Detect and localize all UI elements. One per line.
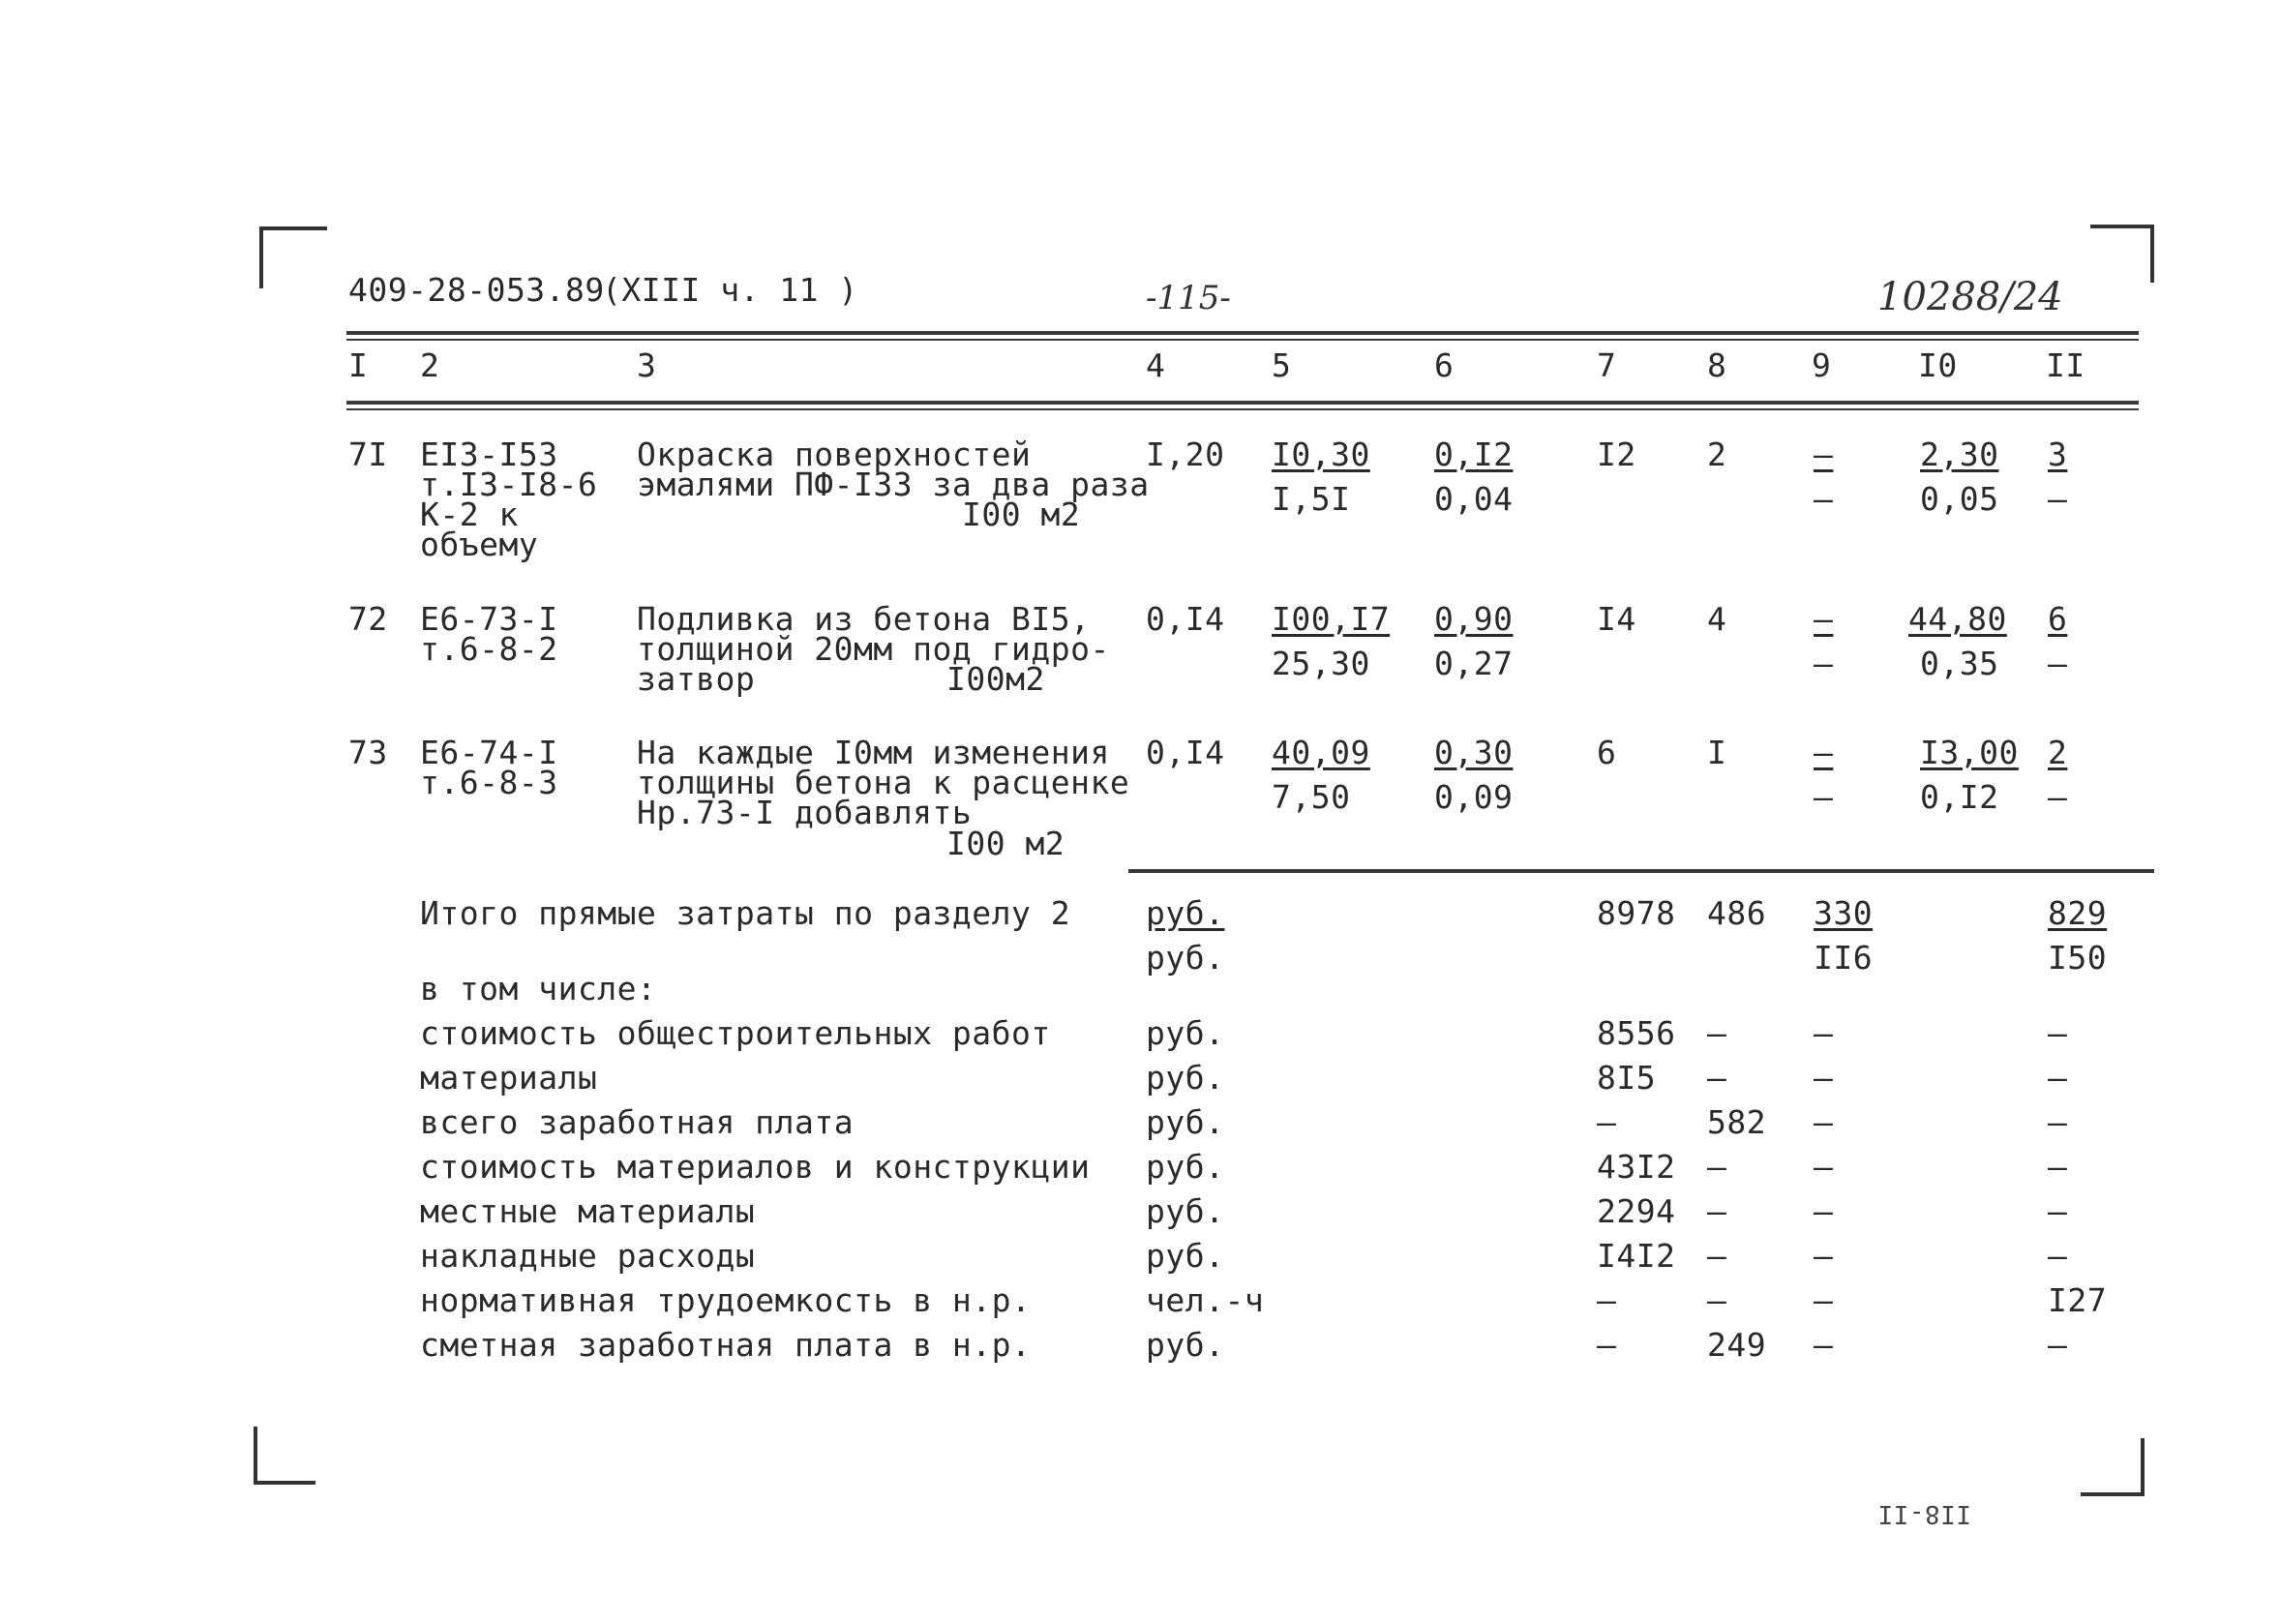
breakdown-col8: 249	[1707, 1326, 1767, 1364]
col10-sub-value: 0,I2	[1920, 778, 1999, 816]
corner-mark-bottom-left	[254, 1427, 315, 1485]
col9-value: –	[1814, 734, 1834, 771]
col11-value: 3	[2048, 436, 2068, 473]
col5-value: I00,I7	[1272, 600, 1391, 638]
breakdown-col9: –	[1814, 1059, 1834, 1097]
measure-unit: I00м2	[946, 660, 1045, 698]
col6-value: 0,30	[1434, 734, 1514, 771]
breakdown-label: стоимость материалов и конструкции	[420, 1148, 1091, 1186]
col9-sub-value: –	[1814, 480, 1834, 518]
breakdown-col11: –	[2048, 1014, 2068, 1052]
col6-value: 0,90	[1434, 600, 1514, 638]
col5-sub-value: I,5I	[1272, 480, 1351, 518]
col5-value: 40,09	[1272, 734, 1370, 771]
row-number: 7I	[348, 436, 388, 473]
breakdown-col11: –	[2048, 1192, 2068, 1230]
row-number: 73	[348, 734, 388, 771]
breakdown-label: сметная заработная плата в н.р.	[420, 1326, 1032, 1364]
col11-sub-value: –	[2048, 645, 2068, 682]
breakdown-col8: –	[1707, 1237, 1727, 1275]
breakdown-col7: 2294	[1597, 1192, 1676, 1230]
col6-sub-value: 0,27	[1434, 645, 1514, 682]
totals-col11-sub: I50	[2048, 939, 2108, 977]
column-number: 3	[637, 346, 657, 384]
breakdown-col8: 582	[1707, 1103, 1767, 1141]
col10-value: 2,30	[1920, 436, 1999, 473]
breakdown-unit: руб.	[1146, 1326, 1225, 1364]
header-rule-top-thin	[346, 339, 2139, 341]
column-number: 5	[1272, 346, 1292, 384]
col6-value: 0,I2	[1434, 436, 1514, 473]
col10-value: 44,80	[1908, 600, 2007, 638]
column-number: 7	[1597, 346, 1617, 384]
breakdown-col8: –	[1707, 1148, 1727, 1186]
breakdown-unit: руб.	[1146, 1192, 1225, 1230]
col7-value: I4	[1597, 600, 1636, 638]
breakdown-col7: 43I2	[1597, 1148, 1676, 1186]
header-rule-top	[346, 331, 2139, 335]
totals-col11: 829	[2048, 894, 2108, 932]
header-rule-bottom	[346, 401, 2139, 405]
col5-sub-value: 25,30	[1272, 645, 1370, 682]
breakdown-col7: –	[1597, 1281, 1617, 1319]
rate-code: E6-74-I т.6-8-3	[420, 734, 558, 801]
breakdown-label: нормативная трудоемкость в н.р.	[420, 1281, 1032, 1319]
column-number: 8	[1707, 346, 1727, 384]
corner-mark-top-left	[259, 226, 327, 288]
rate-code: E6-73-I т.6-8-2	[420, 600, 558, 668]
col10-sub-value: 0,05	[1920, 480, 1999, 518]
measure-unit: I00 м2	[962, 496, 1081, 533]
breakdown-col7: I4I2	[1597, 1237, 1676, 1275]
breakdown-col11: –	[2048, 1059, 2068, 1097]
breakdown-unit: руб.	[1146, 1059, 1225, 1097]
breakdown-col11: I27	[2048, 1281, 2108, 1319]
breakdown-col8: –	[1707, 1192, 1727, 1230]
breakdown-col7: 8556	[1597, 1014, 1676, 1052]
breakdown-col9: –	[1814, 1237, 1834, 1275]
col5-value: I0,30	[1272, 436, 1370, 473]
column-number: 6	[1434, 346, 1455, 384]
col5-sub-value: 7,50	[1272, 778, 1351, 816]
breakdown-label: всего заработная плата	[420, 1103, 855, 1141]
document-part: (XIII ч. 11 )	[602, 271, 858, 309]
col10-sub-value: 0,35	[1920, 645, 1999, 682]
breakdown-col9: –	[1814, 1103, 1834, 1141]
col11-sub-value: –	[2048, 480, 2068, 518]
col8-value: I	[1707, 734, 1727, 771]
breakdown-col7: 8I5	[1597, 1059, 1657, 1097]
breakdown-col9: –	[1814, 1281, 1834, 1319]
breakdown-label: накладные расходы	[420, 1237, 756, 1275]
document-code: 409-28-053.89	[348, 271, 605, 309]
breakdown-label: местные материалы	[420, 1192, 756, 1230]
col11-sub-value: –	[2048, 778, 2068, 816]
col7-value: 6	[1597, 734, 1617, 771]
column-number: II	[2046, 346, 2085, 384]
corner-mark-bottom-right	[2081, 1438, 2145, 1496]
corner-mark-top-right	[2090, 225, 2154, 283]
measure-unit: I00 м2	[946, 825, 1065, 862]
footer-stamp: II8-II	[1877, 1499, 1971, 1528]
including-label: в том числе:	[420, 970, 657, 1007]
col9-sub-value: –	[1814, 645, 1834, 682]
page-number: -115-	[1146, 279, 1231, 317]
col11-value: 2	[2048, 734, 2068, 771]
column-number: 2	[420, 346, 440, 384]
breakdown-unit: руб.	[1146, 1103, 1225, 1141]
totals-unit: руб.	[1146, 894, 1225, 932]
work-description: На каждые I0мм изменения толщины бетона к расценке Нр.73-I добавлять	[637, 734, 1130, 831]
breakdown-unit: руб.	[1146, 1237, 1225, 1275]
registration-number: 10288/24	[1877, 275, 2063, 319]
totals-label: Итого прямые затраты по разделу 2	[420, 894, 1071, 932]
col8-value: 2	[1707, 436, 1727, 473]
column-number: 4	[1146, 346, 1166, 384]
totals-rule	[1128, 869, 2154, 873]
quantity: 0,I4	[1146, 600, 1225, 638]
totals-col7: 8978	[1597, 894, 1676, 932]
header-rule-bottom-thin	[346, 408, 2139, 410]
breakdown-col7: –	[1597, 1326, 1617, 1364]
breakdown-col9: –	[1814, 1192, 1834, 1230]
breakdown-col9: –	[1814, 1326, 1834, 1364]
breakdown-col9: –	[1814, 1148, 1834, 1186]
totals-col9-sub: II6	[1814, 939, 1874, 977]
col9-value: –	[1814, 436, 1834, 473]
work-description: Подливка из бетона BI5, толщиной 20мм под гидро- затвор	[637, 600, 1110, 698]
col10-value: I3,00	[1920, 734, 2019, 771]
breakdown-col11: –	[2048, 1237, 2068, 1275]
work-description: Окраска поверхностей эмалями ПФ-I33 за два раза	[637, 436, 1150, 503]
col11-value: 6	[2048, 600, 2068, 638]
col9-sub-value: –	[1814, 778, 1834, 816]
breakdown-col9: –	[1814, 1014, 1834, 1052]
totals-col9: 330	[1814, 894, 1874, 932]
breakdown-unit: руб.	[1146, 1014, 1225, 1052]
breakdown-unit: руб.	[1146, 1148, 1225, 1186]
col6-sub-value: 0,04	[1434, 480, 1514, 518]
col8-value: 4	[1707, 600, 1727, 638]
column-number: I0	[1918, 346, 1958, 384]
totals-col8: 486	[1707, 894, 1767, 932]
totals-unit-sub: руб.	[1146, 939, 1225, 977]
col6-sub-value: 0,09	[1434, 778, 1514, 816]
breakdown-col11: –	[2048, 1148, 2068, 1186]
col9-value: –	[1814, 600, 1834, 638]
column-number: I	[348, 346, 369, 384]
breakdown-col8: –	[1707, 1059, 1727, 1097]
breakdown-unit: чел.-ч	[1146, 1281, 1265, 1319]
rate-code: EI3-I53 т.I3-I8-6 К-2 к объему	[420, 436, 598, 563]
column-number: 9	[1812, 346, 1832, 384]
breakdown-col11: –	[2048, 1326, 2068, 1364]
row-number: 72	[348, 600, 388, 638]
breakdown-col8: –	[1707, 1014, 1727, 1052]
breakdown-col7: –	[1597, 1103, 1617, 1141]
breakdown-label: материалы	[420, 1059, 598, 1097]
quantity: 0,I4	[1146, 734, 1225, 771]
breakdown-col8: –	[1707, 1281, 1727, 1319]
quantity: I,20	[1146, 436, 1225, 473]
breakdown-label: стоимость общестроительных работ	[420, 1014, 1051, 1052]
breakdown-col11: –	[2048, 1103, 2068, 1141]
col7-value: I2	[1597, 436, 1636, 473]
